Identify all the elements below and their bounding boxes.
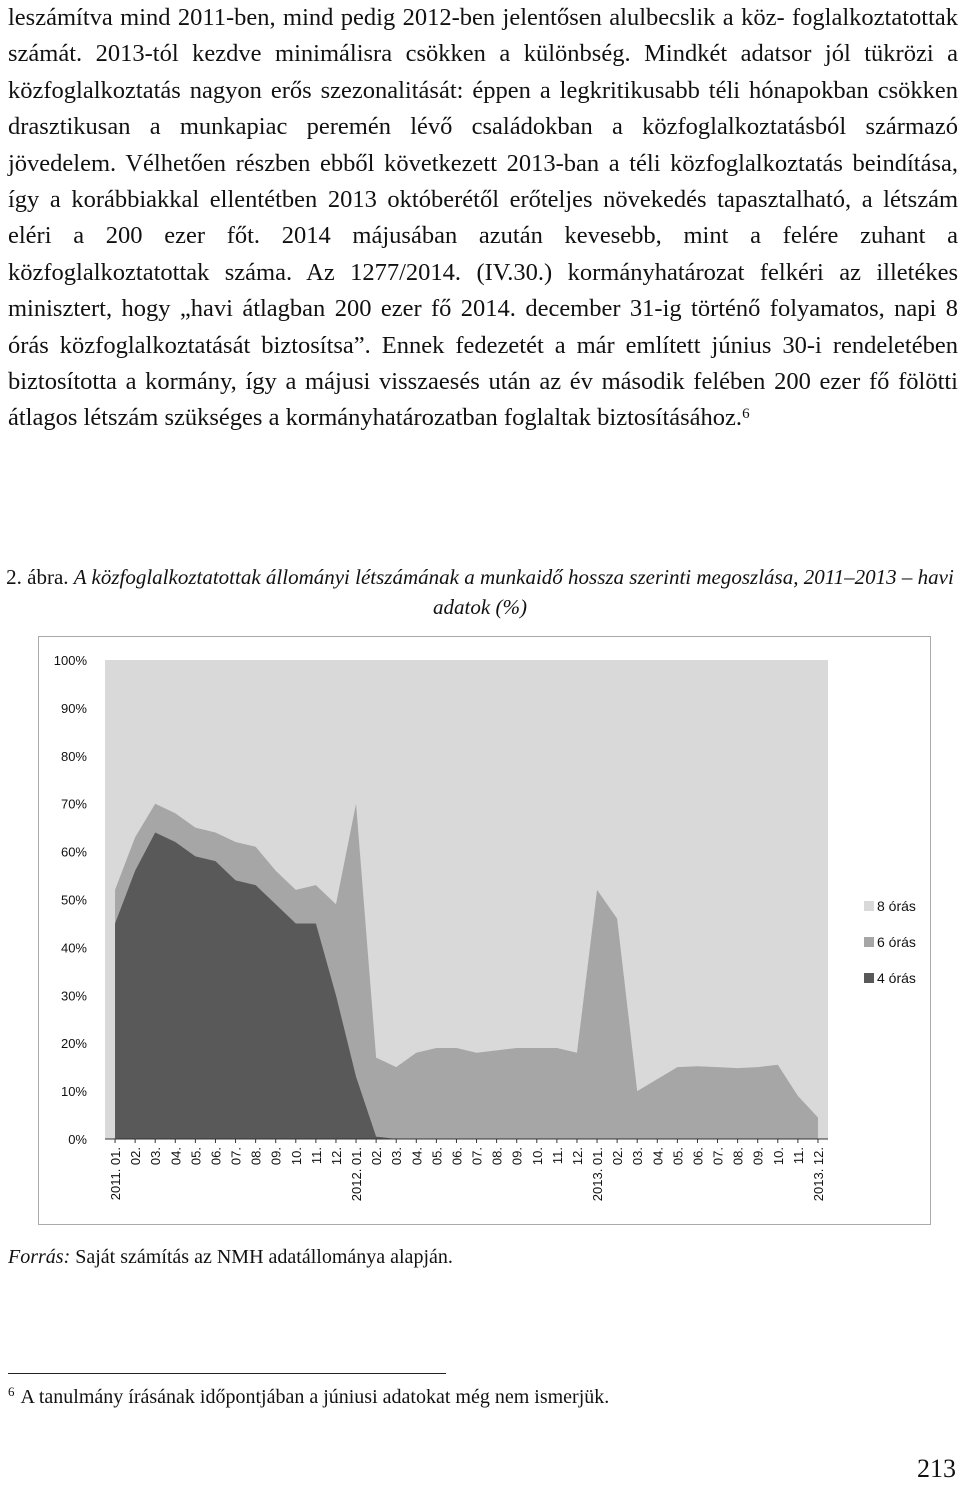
x-tick-label: 03.	[389, 1147, 405, 1166]
x-tick-label: 04.	[650, 1147, 666, 1166]
source-text: Saját számítás az NMH adatállománya alapján.	[75, 1246, 453, 1268]
y-tick-label: 60%	[60, 844, 87, 860]
x-tick-label: 12.	[569, 1147, 585, 1166]
y-tick-label: 70%	[60, 796, 87, 812]
x-tick-label: 2011. 01.	[108, 1147, 124, 1201]
y-tick-label: 20%	[60, 1036, 87, 1052]
x-tick-label: 07.	[710, 1147, 726, 1166]
y-tick-label: 0%	[68, 1132, 87, 1147]
x-tick-label: 10.	[770, 1147, 786, 1166]
footnote-divider	[8, 1373, 446, 1374]
x-tick-label: 02.	[610, 1147, 626, 1166]
legend-label: 4 órás	[877, 970, 916, 986]
chart-frame	[38, 636, 931, 1225]
y-tick-label: 50%	[60, 892, 87, 908]
body-line-1: leszámítva mind 2011-ben, mind pedig 2012-ben jelentősen alulbecslik a köz-	[8, 4, 785, 31]
x-tick-label: 2013. 12.	[810, 1147, 826, 1202]
y-tick-label: 40%	[60, 940, 87, 956]
x-tick-label: 11.	[790, 1147, 806, 1165]
body-text: Mindkét adatsor jól tükrözi a közfoglalkoztatás nagyon erős szezonalitását: éppen a legkritikusabb téli hónapokban csökken drasztikusan a munkapiac peremén lévő családokban a közfoglalkoztatásból származó jövedelem. Vélhetően részben ebből következett 2013-ban a téli közfoglalkoztatás beindítása, így a korábbiakkal ellentétben 2013 októberétől erőteljes növekedés tapasztalható, a létszám eléri a 200 ezer főt. 2014 májusában azután kevesebb, mint a felére zuhant a közfoglalkoztatottak száma. Az 1277/2014. (IV.30.) kormányhatározat felkéri az illetékes minisztert, hogy „havi átlagban 200 ezer fő 2014. december 31-ig történő folyamatos, napi 8 órás közfoglalkoztatását biztosítsa”. Ennek fedezetét a már említett június 30-i rendeletében biztosította a kormány, így a májusi visszaesés után az év második felében 200 ezer fő fölötti átlagos létszám szükséges a kormányhatározatban foglaltak biztosításához.	[8, 40, 959, 432]
x-tick-label: 09.	[750, 1147, 766, 1166]
x-tick-label: 08.	[248, 1147, 264, 1166]
legend-swatch	[864, 973, 874, 983]
x-tick-label: 03.	[630, 1147, 646, 1166]
x-tick-label: 08.	[489, 1147, 505, 1166]
x-tick-label: 10.	[288, 1147, 304, 1166]
x-tick-label: 03.	[148, 1147, 164, 1166]
x-tick-label: 02.	[128, 1147, 144, 1166]
x-tick-label: 12.	[328, 1147, 344, 1166]
legend-label: 6 órás	[877, 934, 916, 950]
y-tick-label: 80%	[60, 748, 87, 764]
x-tick-label: 06.	[690, 1147, 706, 1166]
source-note	[8, 1246, 453, 1269]
source-label: Forrás:	[8, 1246, 71, 1268]
y-tick-label: 30%	[60, 988, 87, 1004]
legend-swatch	[864, 937, 874, 947]
footnote-text: A tanulmány írásának időpontjában a júniusi adatokat még nem ismerjük.	[20, 1386, 610, 1408]
x-tick-label: 10.	[529, 1147, 545, 1166]
x-tick-label: 04.	[168, 1147, 184, 1166]
legend-label: 8 órás	[877, 898, 916, 914]
x-tick-label: 05.	[429, 1147, 445, 1166]
x-tick-label: 06.	[208, 1147, 224, 1166]
figure-title: A közfoglalkoztatottak állományi létszámának a munkaidő hossza szerinti megoszlása, 2011–2013 – havi adatok (%)	[73, 565, 954, 619]
page-number: 213	[917, 1454, 956, 1483]
body-line-2: foglalkoztatottak számát. 2013-tól kezdve minimálisra csökken a különbség.	[8, 4, 959, 68]
x-tick-label: 05.	[188, 1147, 204, 1166]
footnote-mark: 6	[8, 1384, 15, 1399]
y-tick-label: 10%	[60, 1084, 87, 1100]
x-tick-label: 09.	[268, 1147, 284, 1166]
x-tick-label: 09.	[509, 1147, 525, 1166]
x-tick-label: 04.	[409, 1147, 425, 1166]
footnote	[8, 1386, 609, 1409]
x-tick-label: 2013. 01.	[590, 1147, 606, 1202]
footnote-reference[interactable]: 6	[742, 406, 750, 423]
x-tick-label: 11.	[549, 1147, 565, 1165]
x-tick-label: 06.	[449, 1147, 465, 1166]
body-paragraph	[8, 0, 958, 437]
x-tick-label: 2012. 01.	[349, 1147, 365, 1202]
y-tick-label: 100%	[53, 653, 87, 668]
x-tick-label: 02.	[369, 1147, 385, 1166]
x-tick-label: 07.	[228, 1147, 244, 1166]
figure-caption	[0, 562, 960, 622]
legend-swatch	[864, 901, 874, 911]
x-tick-label: 07.	[469, 1147, 485, 1166]
x-tick-label: 08.	[730, 1147, 746, 1166]
area-chart	[39, 637, 930, 1224]
x-tick-label: 05.	[670, 1147, 686, 1166]
y-tick-label: 90%	[60, 700, 87, 716]
figure-number: 2. ábra.	[6, 565, 69, 589]
x-tick-label: 11.	[308, 1147, 324, 1165]
